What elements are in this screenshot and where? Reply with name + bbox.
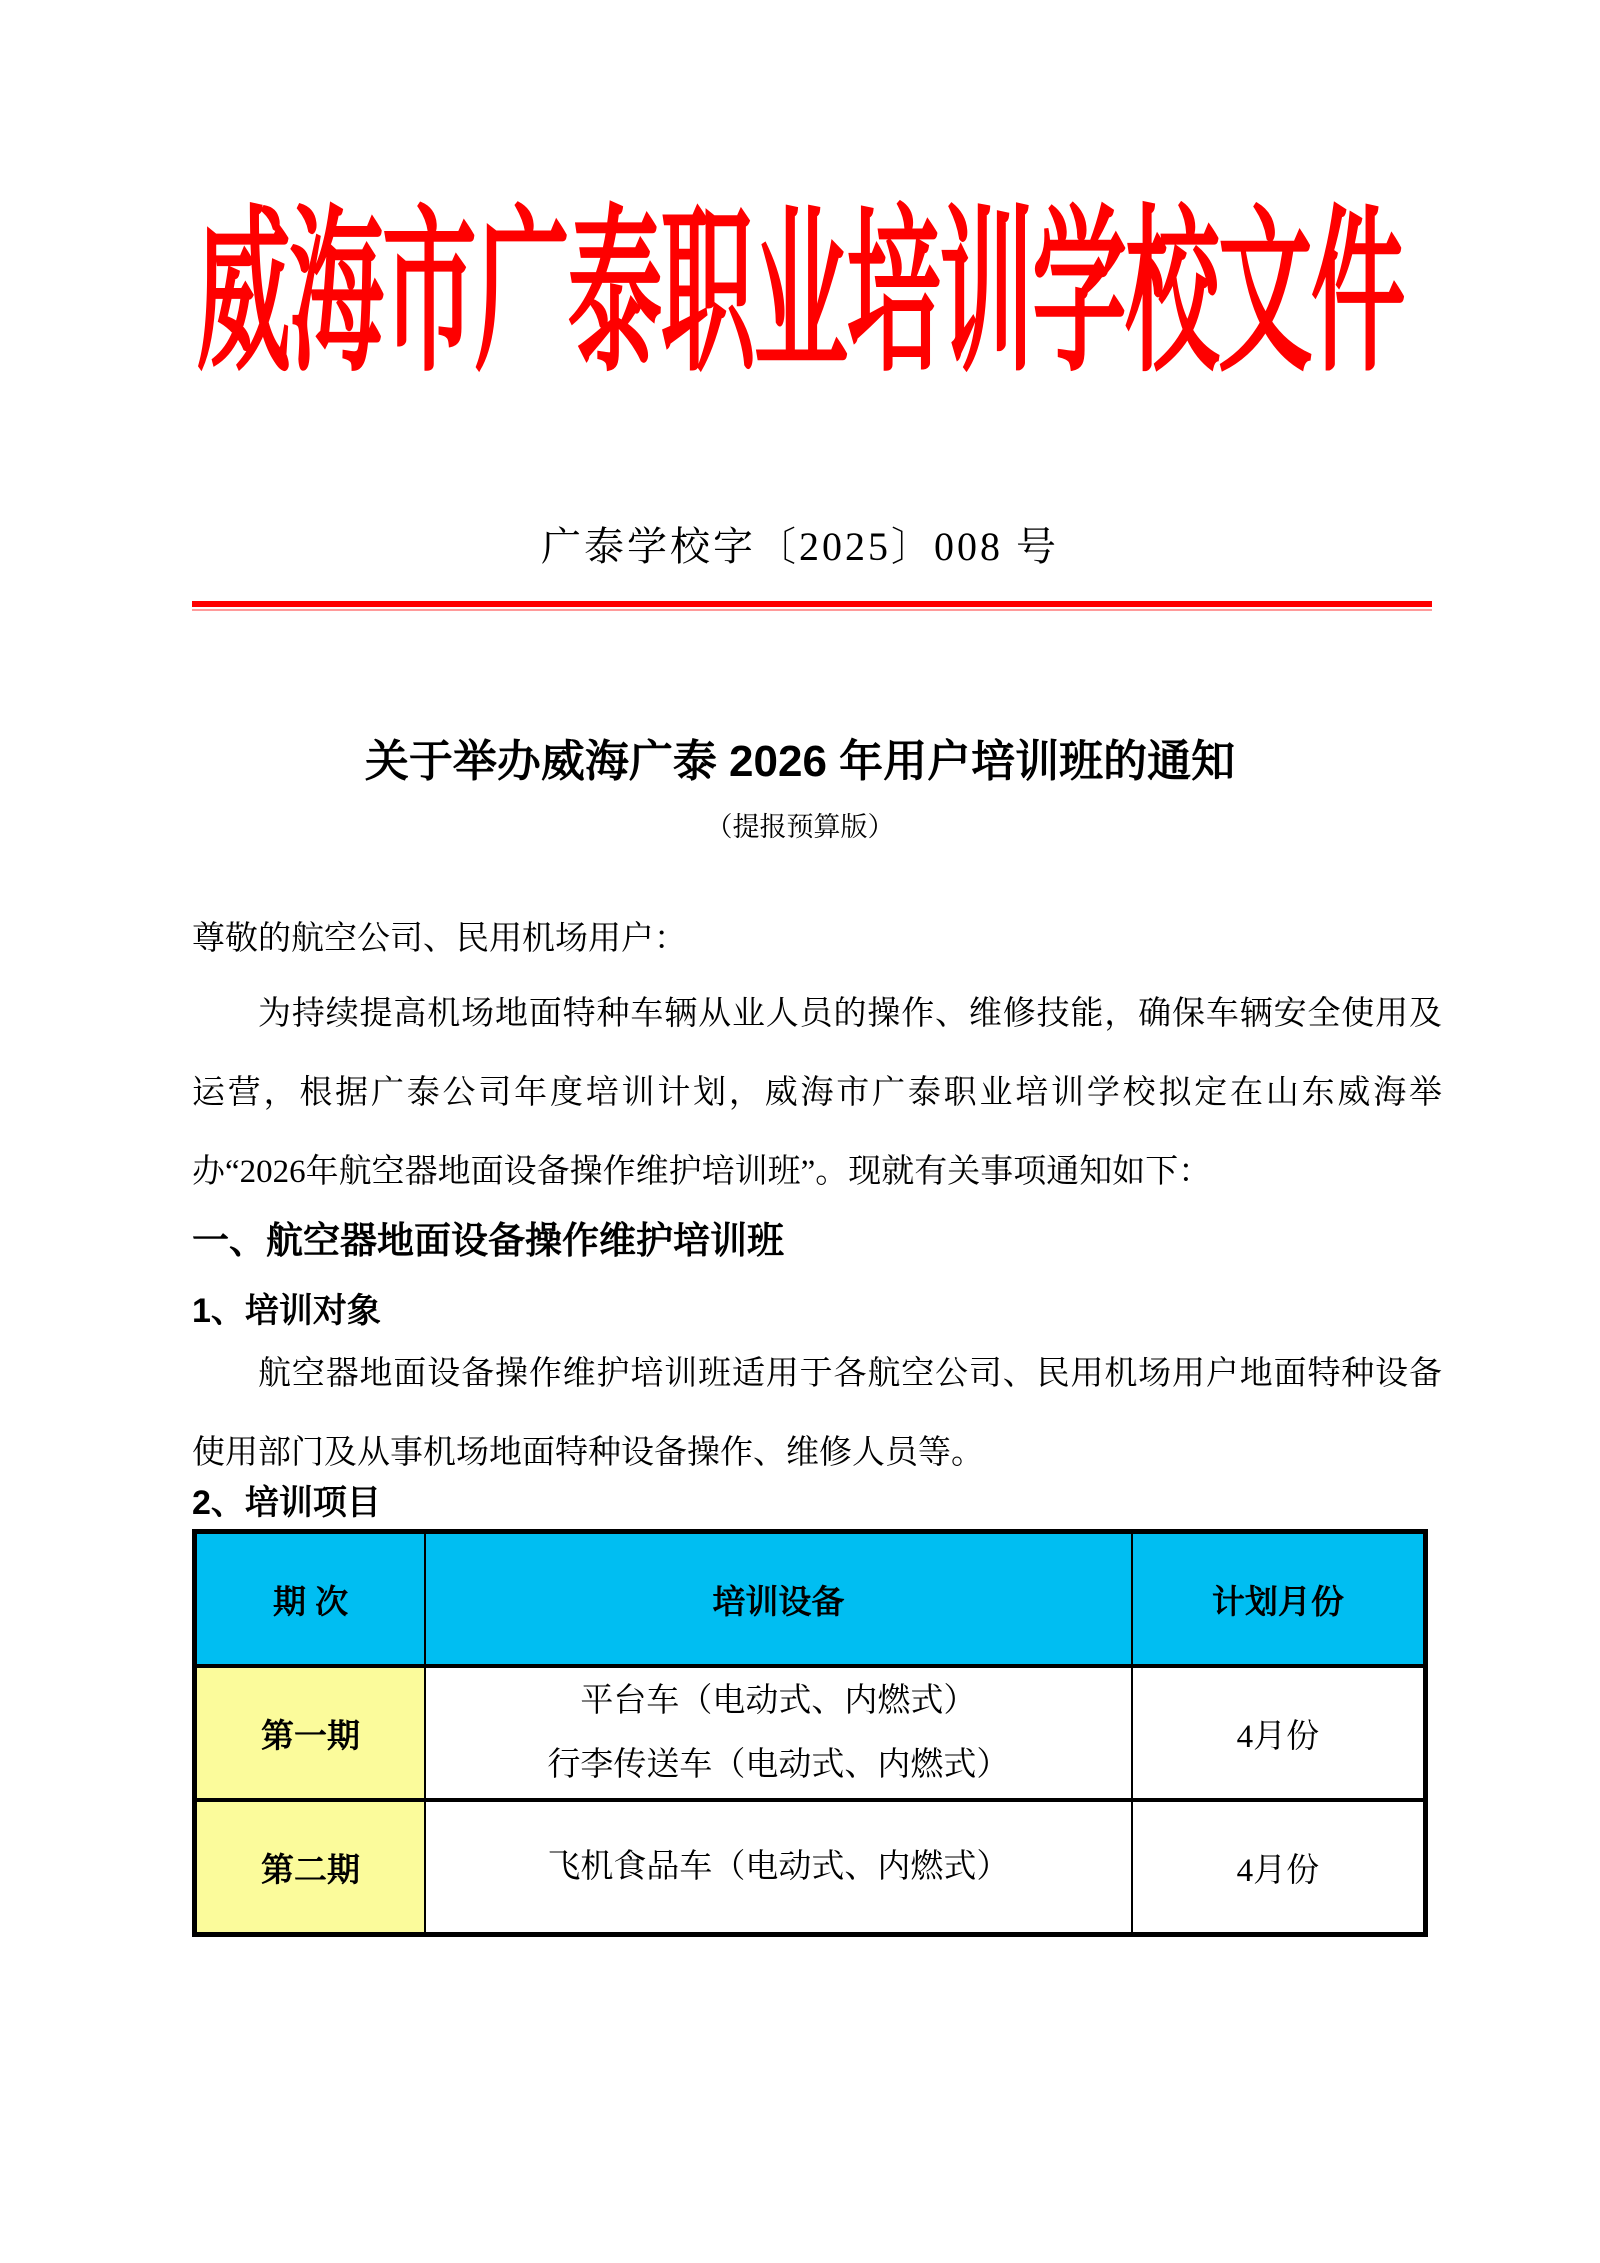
salutation-line: 尊敬的航空公司、民用机场用户：	[192, 921, 687, 957]
period-cell: 第二期	[195, 1800, 426, 1935]
subsection-heading-training-target: 1、培训对象	[192, 1292, 381, 1330]
equipment-line: 飞机食品车（电动式、内燃式）	[547, 1849, 1010, 1885]
period-cell: 第一期	[195, 1666, 426, 1800]
table-header-equipment: 培训设备	[425, 1532, 1132, 1667]
month-cell: 4月份	[1132, 1800, 1426, 1935]
equipment-cell	[425, 1800, 1132, 1935]
banner-title: 威海市广泰职业培训学校文件	[196, 195, 1404, 393]
section-heading: 一、航空器地面设备操作维护培训班	[192, 1220, 784, 1261]
red-divider-line-thin	[192, 609, 1432, 611]
table-header-period: 期 次	[195, 1532, 426, 1667]
subsection-heading-training-items: 2、培训项目	[192, 1484, 381, 1522]
table-header-month: 计划月份	[1132, 1532, 1426, 1667]
month-cell: 4月份	[1132, 1666, 1426, 1800]
document-title: 关于举办威海广泰 2026 年用户培训班的通知	[364, 737, 1236, 786]
table-row	[195, 1800, 1426, 1935]
intro-paragraph: 为持续提高机场地面特种车辆从业人员的操作、维修技能，确保车辆安全使用及运营，根据广泰公司年度培训计划，威海市广泰职业培训学校拟定在山东威海举办“2026年航空器地面设备操作维护培训班”。现就有关事项通知如下：	[192, 996, 1442, 1190]
training-target-paragraph: 航空器地面设备操作维护培训班适用于各航空公司、民用机场用户地面特种设备使用部门及从事机场地面特种设备操作、维修人员等。	[192, 1356, 1442, 1471]
document-number: 广泰学校字〔2025〕008 号	[541, 524, 1059, 569]
red-divider-line	[192, 601, 1432, 607]
equipment-line: 平台车（电动式、内燃式）	[580, 1683, 977, 1719]
document-subtitle: （提报预算版）	[705, 812, 895, 842]
table-header-row	[195, 1532, 1426, 1667]
training-schedule-table	[192, 1529, 1428, 1937]
equipment-line: 行李传送车（电动式、内燃式）	[547, 1747, 1010, 1783]
equipment-cell	[425, 1666, 1132, 1800]
table-row	[195, 1666, 1426, 1800]
